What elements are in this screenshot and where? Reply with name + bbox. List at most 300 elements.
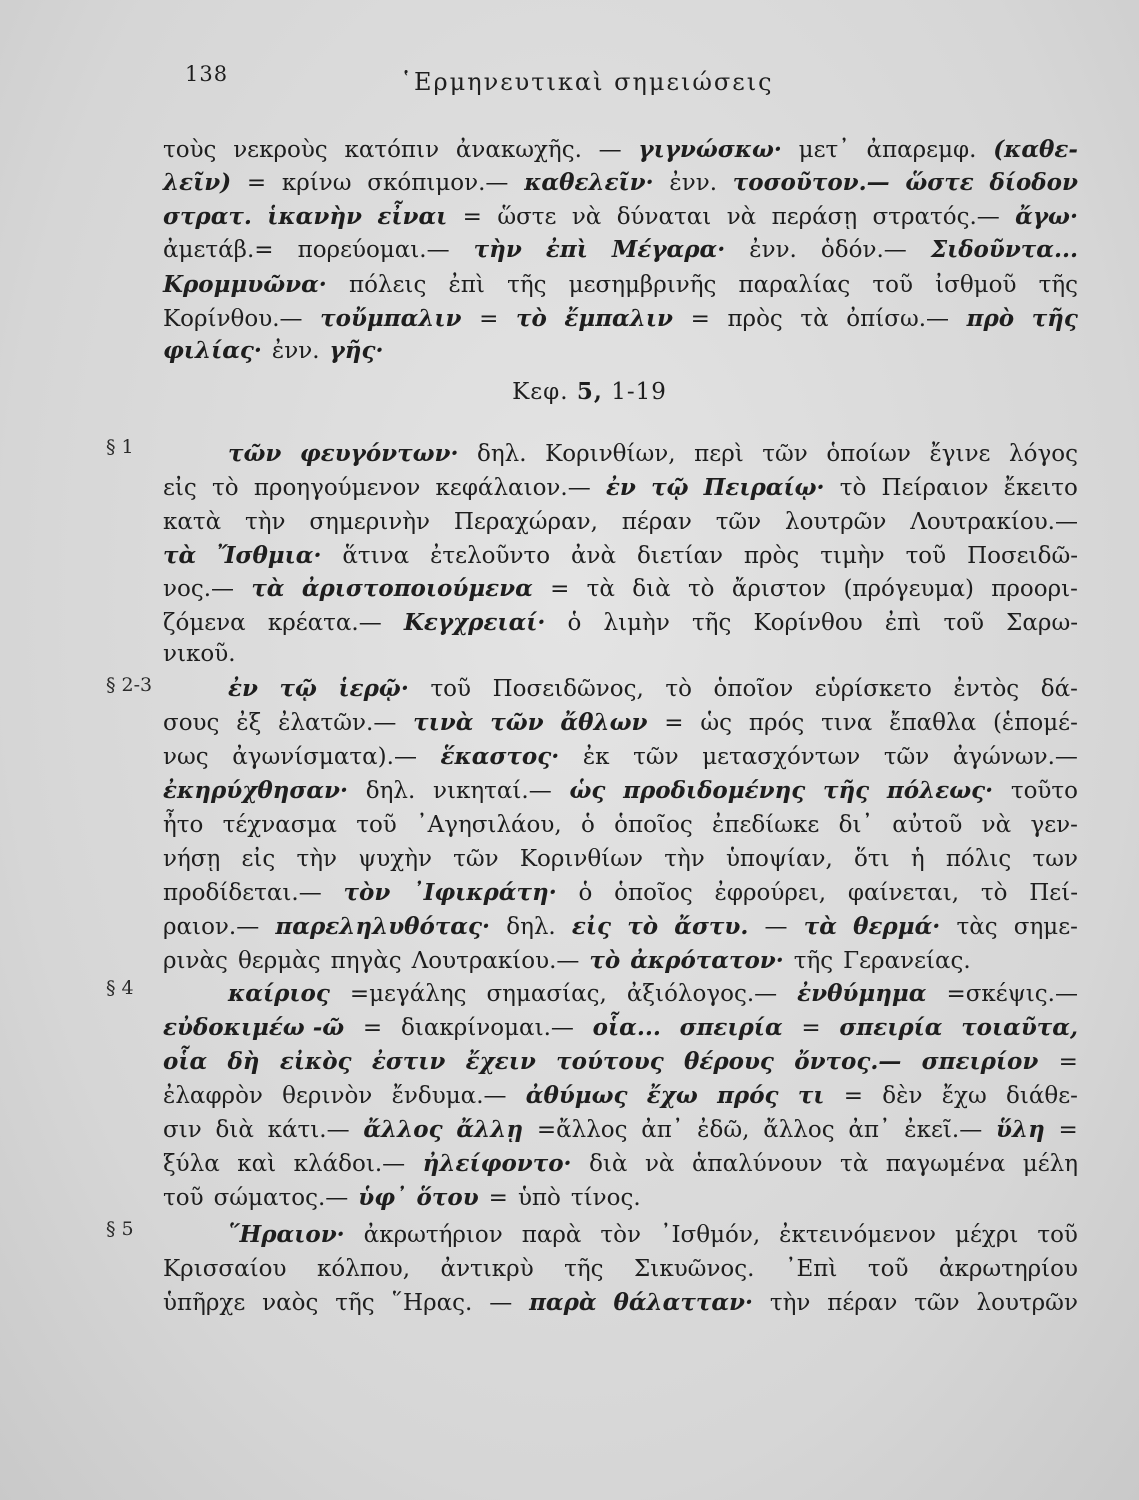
text-word: σημε- (1013, 914, 1078, 940)
text-word: = (488, 1185, 508, 1211)
lemma-word: εἰκὸς (279, 1048, 352, 1075)
text-word: τὰς (956, 914, 998, 940)
text-word: διὰ (215, 1117, 254, 1143)
lemma-word: τὴν (473, 236, 522, 263)
text-word: ὁ (581, 812, 595, 838)
text-word: προορι- (991, 576, 1078, 602)
lemma-word: τὸ (589, 947, 621, 974)
text-word: τοῦτο (1010, 778, 1078, 804)
lemma-word: τὰ (803, 913, 837, 940)
lemma-word: Κεγχρειαί· (403, 609, 546, 636)
lemma-word: τῆς (1031, 305, 1078, 332)
lemma-word: ὑφ᾿ (358, 1184, 407, 1211)
text-word: νικηταί.— (433, 778, 552, 804)
text-word: ὀπίσω.— (846, 306, 950, 332)
text-word: διάθε- (1006, 1083, 1078, 1109)
text-word: μεσημβρινῆς (568, 272, 717, 298)
text-word: παρὰ (521, 1222, 582, 1248)
text-word: πόλις (945, 846, 1012, 872)
lemma-word: τῶν (490, 709, 544, 736)
text-word: τῶν (762, 441, 808, 467)
text-word: (πρόγευμα) (843, 576, 974, 602)
text-word: ῞Ηρας. (391, 1290, 473, 1316)
section-marker: § 5 (106, 1218, 134, 1240)
text-word: λουτρῶν (785, 509, 887, 535)
text-word: ᾿Αγησιλάου, (416, 812, 562, 838)
text-word: στρατός.— (872, 204, 1000, 230)
text-word: τὸν (600, 1222, 641, 1248)
text-word: δὲν (882, 1083, 923, 1109)
text-word: τοῦ (943, 610, 984, 636)
text-word: Ποσειδῶνος, (492, 676, 644, 702)
text-word: νως (163, 744, 209, 770)
text-word: = (801, 1015, 821, 1041)
text-word: ὁποῖον (713, 676, 794, 702)
text-word: ὥστε (497, 204, 557, 230)
text-word: φαίνεται, (847, 880, 960, 906)
text-word: κατόπιν (344, 137, 440, 163)
text-word: ἐκτεινόμενον (779, 1222, 937, 1248)
text-word: πρὸς (743, 543, 800, 569)
text-word: τῆς (335, 1290, 375, 1316)
text-line (163, 774, 1078, 808)
text-word: πέραν (621, 509, 692, 535)
text-word: ναὸς (262, 1290, 319, 1316)
lemma-word: ἀθύμως (525, 1082, 628, 1109)
text-line (163, 1011, 1078, 1045)
lemma-word: ἔμπαλιν (564, 305, 673, 332)
text-word: ἀκρωτήριον (363, 1222, 503, 1248)
text-word: Λουτρακίου.— (411, 948, 580, 974)
text-word: παραλίας (738, 272, 851, 298)
lemma-word: τούτους (556, 1048, 664, 1075)
lemma-word: ἀριστοποιούμενα (301, 575, 533, 602)
lemma-word: ἔχειν (465, 1048, 536, 1075)
text-line (228, 977, 1078, 1011)
text-word: ἐνν. (749, 237, 797, 263)
lemma-word: καίριος (228, 980, 330, 1007)
lemma-word: τῆς (822, 777, 870, 804)
text-word: τῶν (883, 744, 930, 770)
text-word: ἐκ (582, 744, 610, 770)
text-word: ραιον.— (163, 914, 260, 940)
lemma-word: ἄλλῃ (456, 1116, 524, 1143)
text-word: εἰς (241, 846, 276, 872)
text-word: κατὰ (163, 509, 222, 535)
text-word: Λουτρακίου.— (910, 509, 1078, 535)
text-word: ἐξ (236, 710, 262, 736)
lemma-word: ἐστιν (371, 1048, 446, 1075)
text-word: (ἑπομέ- (992, 710, 1078, 736)
text-word: ἀπ᾿ (641, 1117, 684, 1143)
text-word: διετίαν (636, 543, 723, 569)
text-word: των (1032, 846, 1078, 872)
text-word: ᾿Επὶ (784, 1256, 838, 1282)
text-word: σημασίας, (486, 981, 607, 1007)
text-word: = (1058, 1117, 1078, 1143)
text-word: τιμὴν (820, 543, 885, 569)
lemma-word: ἀκρότατον· (630, 947, 784, 974)
text-word: ἐπὶ (448, 272, 485, 298)
text-word: περὶ (694, 441, 744, 467)
text-word: προδίδεται.— (163, 880, 322, 906)
text-word: τὴν (296, 846, 338, 872)
lemma-word: τι (797, 1082, 825, 1109)
text-word: ἐκεῖ.— (904, 1117, 983, 1143)
lemma-word: τοσοῦτον.— (732, 169, 890, 196)
lemma-word: ὕλη (995, 1116, 1045, 1143)
text-word: πέραν (827, 1290, 898, 1316)
text-word: κόλπου, (317, 1256, 411, 1282)
lemma-word: εἶναι (377, 203, 448, 230)
text-word: τῆς (507, 272, 547, 298)
text-word: τῶν (715, 509, 762, 535)
text-word: — (764, 914, 788, 940)
text-word: περάσῃ (771, 204, 858, 230)
lemma-word: φιλίας· (163, 337, 262, 364)
text-word: Κρισσαίου (163, 1256, 287, 1282)
chapter-heading-prefix: Κεφ. (512, 379, 569, 405)
lemma-word: σπειρίον (921, 1048, 1039, 1075)
lemma-word: ᾿Ιφικράτη· (412, 879, 557, 906)
text-word: θερμὰς (237, 948, 321, 974)
text-word: Κορινθίων (519, 846, 644, 872)
lemma-word: ἐκηρύχθησαν· (163, 777, 349, 804)
text-word: ἔκειτο (1003, 475, 1078, 501)
text-word: δηλ. (365, 778, 416, 804)
section-marker: § 4 (106, 977, 134, 999)
text-word: τὴν (769, 1290, 811, 1316)
text-word: τοῦ (867, 1256, 909, 1282)
text-line (228, 672, 1078, 706)
text-word: σώματος.— (213, 1185, 349, 1211)
lemma-word: καθελεῖν· (524, 169, 654, 196)
lemma-word: θέρους (684, 1048, 774, 1075)
text-word: — (598, 137, 622, 163)
text-line (163, 1147, 1078, 1181)
lemma-word: παρεληλυθότας· (275, 913, 491, 940)
text-line (228, 437, 1078, 471)
text-word: πρὸς (727, 306, 783, 332)
text-word: ψυχὴν (358, 846, 432, 872)
text-word: = (550, 576, 570, 602)
lemma-word: ἐπὶ (545, 236, 588, 263)
text-line (163, 1252, 1078, 1286)
text-word: πόλεις (348, 272, 427, 298)
lemma-word: τὸν (343, 879, 391, 906)
lemma-word: πρὸ (966, 305, 1015, 332)
section-marker: § 1 (106, 436, 134, 458)
text-word: ἄλλος (763, 1117, 835, 1143)
text-word: ἀξιόλογος.— (626, 981, 778, 1007)
lemma-word: τοιαῦτα, (961, 1014, 1078, 1041)
text-word: γεν- (1030, 812, 1078, 838)
text-word: κλάδοι.— (293, 1151, 406, 1177)
text-word: ρινὰς (163, 948, 228, 974)
text-word: = (1058, 1049, 1078, 1075)
text-word: αὐτοῦ (892, 812, 963, 838)
text-word: τέχνασμα (222, 812, 337, 838)
chapter-heading-range: 1-19 (611, 379, 667, 405)
lemma-word: στρατ. (163, 203, 252, 230)
text-word: τοῦ (356, 812, 397, 838)
lemma-word: τὸ (627, 913, 659, 940)
lemma-word: ἱερῷ· (338, 675, 409, 702)
text-word: τοῦ (905, 543, 947, 569)
text-word: τίνος. (570, 1185, 641, 1211)
text-word: τὸ (980, 880, 1008, 906)
lemma-word: τῶν (228, 440, 282, 467)
text-word: ὅτι (854, 846, 890, 872)
text-word: δηλ. (477, 441, 527, 467)
text-word: μετασχόντων (702, 744, 861, 770)
text-word: ἐλαφρὸν (163, 1083, 263, 1109)
text-word: ἔνδυμα.— (391, 1083, 507, 1109)
text-line (228, 1218, 1078, 1252)
text-line (163, 944, 1078, 978)
lemma-word: ἄθλων (560, 709, 648, 736)
text-word: ἀντικρὺ (440, 1256, 534, 1282)
lemma-word: ὄντος.— (794, 1048, 902, 1075)
lemma-word: λεῖν) (163, 169, 232, 196)
text-word: =σκέψις.— (946, 981, 1078, 1007)
lemma-word: (καθε- (993, 136, 1078, 163)
lemma-word: φευγόντων· (299, 440, 459, 467)
text-line (163, 166, 1078, 200)
lemma-word: ἄγω· (1015, 203, 1078, 230)
lemma-word: γιγνώσκω· (638, 136, 782, 163)
text-line (163, 268, 1078, 302)
chapter-heading (0, 378, 1139, 405)
text-word: ᾿Ισθμόν, (659, 1222, 761, 1248)
text-line (163, 1079, 1078, 1113)
text-word: θερινὸν (282, 1083, 373, 1109)
text-word: ἔγινε (929, 441, 991, 467)
text-line (163, 706, 1078, 740)
lemma-word: ὥστε (905, 169, 974, 196)
lemma-word: τῷ (651, 474, 689, 501)
text-word: ἀγωνίσματα).— (232, 744, 417, 770)
text-word: Κορίνθου.— (163, 306, 303, 332)
text-word: τῆς (564, 1256, 604, 1282)
text-word: νεκροὺς (233, 137, 328, 163)
text-word: ἀπ᾿ (848, 1117, 891, 1143)
lemma-word: ἐν (605, 474, 636, 501)
text-word: κάτι.— (267, 1117, 350, 1143)
lemma-word: δὴ (227, 1048, 260, 1075)
text-line (163, 637, 1078, 671)
lemma-word: ἐν (228, 675, 258, 702)
text-word: σκόπιμον.— (367, 170, 509, 196)
text-word: τῶν (633, 744, 679, 770)
text-word: δά- (1040, 676, 1078, 702)
text-word: νὰ (726, 204, 757, 230)
text-word: τὸ (687, 576, 715, 602)
text-word: πορεύομαι.— (297, 237, 450, 263)
text-word: ὁδόν.— (820, 237, 907, 263)
text-word: ἐπὶ (884, 610, 922, 636)
lemma-word: τοὔμπαλιν (320, 305, 462, 332)
text-word: νήσῃ (163, 846, 221, 872)
text-word: προηγούμενον (253, 475, 421, 501)
text-word: σιν (163, 1117, 202, 1143)
text-word: ἰσθμοῦ (935, 272, 1017, 298)
text-word: Ποσειδῶ- (967, 543, 1078, 569)
lemma-word: εἰς (571, 913, 612, 940)
text-word: ἀγώνων.— (952, 744, 1078, 770)
lemma-word: τὰ (163, 542, 197, 569)
lemma-word: ἱκανὴν (267, 203, 363, 230)
text-line (163, 808, 1078, 842)
text-word: ὁποῖος (614, 880, 693, 906)
text-line (163, 572, 1078, 606)
text-word: ἡ (910, 846, 925, 872)
lemma-word: τὸ (515, 305, 547, 332)
text-word: = (664, 710, 684, 736)
text-word: ἐνν. (669, 170, 718, 196)
text-word: τῆς (793, 948, 834, 974)
text-word: — (489, 1290, 513, 1316)
text-word: ὁποῖος (614, 812, 693, 838)
text-line (163, 606, 1078, 640)
text-word: νικοῦ. (163, 641, 236, 667)
text-word: ἐτελοῦντο (430, 543, 551, 569)
text-word: νος.— (163, 576, 235, 602)
text-word: κρέατα.— (267, 610, 382, 636)
text-word: Σαρω- (1006, 610, 1078, 636)
text-word: = (690, 306, 710, 332)
text-word: =μεγάλης (349, 981, 467, 1007)
text-line (163, 471, 1078, 505)
text-line (163, 505, 1078, 539)
text-line (163, 1113, 1078, 1147)
lemma-word: ἐνθύμημα (797, 980, 927, 1007)
text-word: τοῦ (1037, 1222, 1078, 1248)
text-word: Πεί- (1029, 880, 1078, 906)
text-line (163, 740, 1078, 774)
lemma-word: προδιδομένης (623, 777, 806, 804)
text-word: ἄριστον (731, 576, 827, 602)
text-word: νὰ (644, 1151, 675, 1177)
text-word: = (362, 1015, 383, 1041)
lemma-word: Πειραίῳ· (703, 474, 825, 501)
text-word: τὰ (839, 1151, 869, 1177)
text-word: μέλη (1022, 1151, 1078, 1177)
text-word: λουτρῶν (976, 1290, 1078, 1316)
lemma-word: ὡς (569, 777, 606, 804)
lemma-word: ἄστυ. (674, 913, 749, 940)
text-word: ὁ (567, 610, 582, 636)
lemma-word: θερμά· (853, 913, 941, 940)
lemma-word: τῷ (279, 675, 317, 702)
text-word: διὰ (589, 1151, 628, 1177)
section-marker: § 2-3 (106, 674, 153, 696)
text-word: παγωμένα (885, 1151, 1006, 1177)
lemma-word: πρός (717, 1082, 779, 1109)
lemma-word: θάλατταν· (613, 1289, 753, 1316)
page-number: 138 (185, 62, 229, 86)
text-word: Κορίνθου (753, 610, 863, 636)
text-word: = (843, 1083, 863, 1109)
text-word: κεφάλαιον.— (435, 475, 591, 501)
text-line (163, 1045, 1078, 1079)
text-word: ἀνακωχῆς. (455, 137, 582, 163)
text-line (163, 876, 1078, 910)
text-word: πρός (748, 710, 805, 736)
text-word: δύναται (616, 204, 712, 230)
text-word: ἐπεδίωκε (712, 812, 820, 838)
text-line (163, 133, 1078, 167)
lemma-word: ἠλείφοντο· (422, 1150, 572, 1177)
text-word: ὑπῆρχε (163, 1290, 246, 1316)
text-word: = (462, 204, 482, 230)
text-word: λιμὴν (603, 610, 670, 636)
text-word: ἀμετάβ.= (163, 237, 274, 263)
text-word: ζόμενα (163, 610, 246, 636)
lemma-word: Μέγαρα· (611, 236, 726, 263)
text-word: Πείραιον (881, 475, 989, 501)
running-title: ῾Ερμηνευτικαὶ σημειώσεις (400, 68, 774, 96)
lemma-word: γῆς· (329, 337, 384, 364)
text-word: ἀνὰ (570, 543, 617, 569)
text-word: σημερινὴν (309, 509, 430, 535)
text-word: σους (163, 710, 220, 736)
text-word: πηγὰς (330, 948, 402, 974)
text-word: ὡς (700, 710, 733, 736)
text-word: λόγος (1009, 441, 1078, 467)
text-word: τὸ (839, 475, 867, 501)
text-word: μέχρι (955, 1222, 1019, 1248)
text-word: ἐνν. (271, 338, 320, 364)
lemma-word: ἕκαστος· (440, 743, 560, 770)
text-word: τῶν (914, 1290, 960, 1316)
text-word: ἀπαρεμφ. (866, 137, 977, 163)
text-word: ἐλατῶν.— (278, 710, 397, 736)
text-word: ἐντὸς (953, 676, 1020, 702)
text-line (163, 1286, 1078, 1320)
text-word: ὁ (578, 880, 593, 906)
text-word: τοῦ (163, 1185, 204, 1211)
lemma-word: σπειρία (679, 1014, 783, 1041)
lemma-word: εὐδοκιμέω -ῶ (163, 1014, 345, 1041)
text-word: = (246, 170, 267, 196)
text-word: τῆς (691, 610, 732, 636)
lemma-word: σπειρία (839, 1014, 943, 1041)
lemma-word: τὰ (251, 575, 285, 602)
text-word: = (479, 306, 499, 332)
text-line (163, 539, 1078, 573)
text-word: τῆς (1038, 272, 1078, 298)
text-word: δηλ. (506, 914, 556, 940)
lemma-word: δίοδον (989, 169, 1078, 196)
lemma-word: πόλεως· (886, 777, 994, 804)
text-line (163, 842, 1078, 876)
text-word: δι᾿ (838, 812, 873, 838)
lemma-word: ὅτου (416, 1184, 479, 1211)
text-word: ἔπαθλα (889, 710, 977, 736)
lemma-word: οἷα... (592, 1014, 661, 1041)
lemma-word: ἄλλος (363, 1116, 443, 1143)
text-word: τὰ (800, 306, 829, 332)
page-header (0, 62, 1139, 102)
text-line (163, 302, 1078, 336)
text-word: ἔχω (941, 1083, 987, 1109)
text-word: ἁπαλύνουν (691, 1151, 823, 1177)
text-word: τῶν (453, 846, 499, 872)
text-word: ὁποίων (826, 441, 911, 467)
text-word: Κορινθίων, (545, 441, 676, 467)
text-word: ὑποψίαν, (725, 846, 833, 872)
